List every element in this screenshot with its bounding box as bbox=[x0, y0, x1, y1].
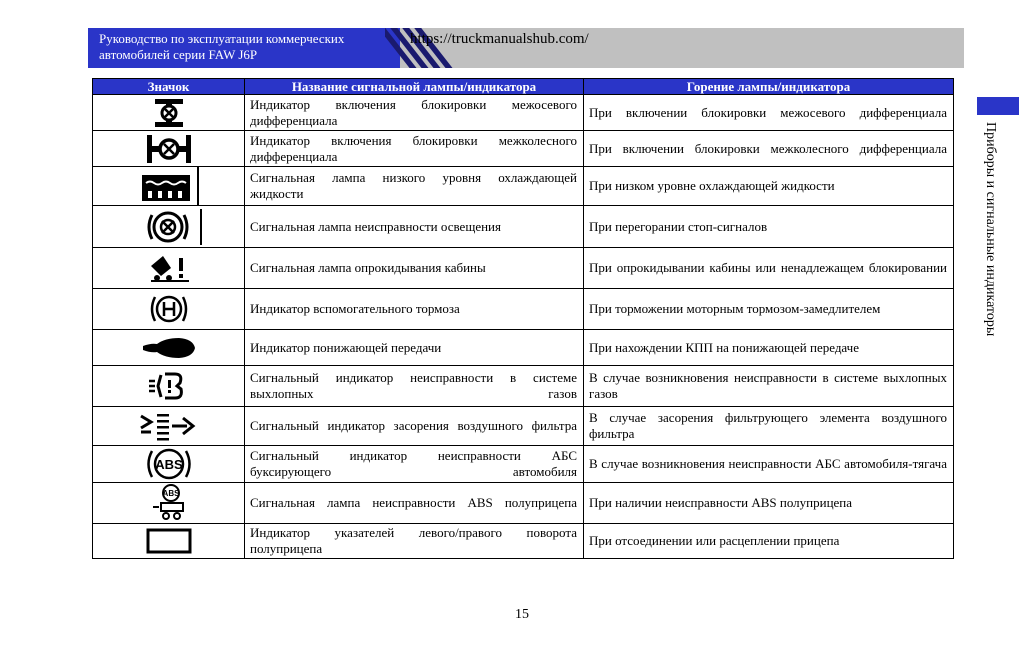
low-gear-icon bbox=[93, 330, 245, 366]
exhaust-fault-icon bbox=[93, 366, 245, 407]
row-name: Индикатор понижающей передачи bbox=[245, 330, 584, 366]
table-header-row bbox=[93, 79, 954, 95]
row-name: Сигнальная лампа опрокидывания кабины bbox=[245, 248, 584, 289]
table-row bbox=[93, 366, 954, 407]
svg-text:ABS: ABS bbox=[154, 457, 183, 472]
row-condition: При включении блокировки межосевого дифференциала bbox=[584, 95, 954, 131]
table-row bbox=[93, 131, 954, 167]
row-condition: При опрокидывании кабины или ненадлежащем блокировании bbox=[584, 248, 954, 289]
row-condition: При наличии неисправности ABS полуприцепа bbox=[584, 483, 954, 524]
header-url[interactable]: https://truckmanualshub.com/ bbox=[410, 31, 589, 47]
row-name: Сигнальная лампа неисправности освещения bbox=[245, 206, 584, 248]
table-row bbox=[93, 95, 954, 131]
semitrailer-abs-icon bbox=[93, 483, 245, 524]
table-row bbox=[93, 206, 954, 248]
table-row bbox=[93, 524, 954, 559]
row-name: Индикатор включения блокировки межколесного дифференциала bbox=[245, 131, 584, 167]
table-row bbox=[93, 330, 954, 366]
low-coolant-icon bbox=[93, 167, 245, 206]
inter-axle-diff-lock-icon bbox=[93, 95, 245, 131]
auxiliary-brake-icon bbox=[93, 289, 245, 330]
lighting-fault-icon bbox=[93, 206, 245, 248]
row-condition: При нахождении КПП на понижающей передаче bbox=[584, 330, 954, 366]
column-header-name: Название сигнальной лампы/индикатора bbox=[245, 79, 584, 95]
table-row bbox=[93, 446, 954, 483]
row-condition: При включении блокировки межколесного дифференциала bbox=[584, 131, 954, 167]
page-number: 15 bbox=[515, 607, 529, 622]
row-name: Сигнальный индикатор засорения воздушного фильтра bbox=[245, 407, 584, 446]
row-condition: В случае засорения фильтрующего элемента воздушного фильтра bbox=[584, 407, 954, 446]
row-condition: При отсоединении или расцеплении прицепа bbox=[584, 524, 954, 559]
tractor-abs-icon bbox=[93, 446, 245, 483]
row-name: Сигнальный индикатор неисправности АБС буксирующего автомобиля bbox=[245, 446, 584, 483]
air-filter-clog-icon bbox=[93, 407, 245, 446]
table-row bbox=[93, 248, 954, 289]
table-row bbox=[93, 289, 954, 330]
row-condition: В случае возникновения неисправности в системе выхлопных газов bbox=[584, 366, 954, 407]
row-condition: В случае возникновения неисправности АБС автомобиля-тягача bbox=[584, 446, 954, 483]
indicator-table bbox=[92, 78, 954, 559]
row-condition: При торможении моторным тормозом-замедлителем bbox=[584, 289, 954, 330]
row-name: Индикатор включения блокировки межосевого дифференциала bbox=[245, 95, 584, 131]
row-name: Индикатор указателей левого/правого поворота полуприцепа bbox=[245, 524, 584, 559]
column-header-condition: Горение лампы/индикатора bbox=[584, 79, 954, 95]
table-row bbox=[93, 483, 954, 524]
column-header-icon: Значок bbox=[93, 79, 245, 95]
row-condition: При низком уровне охлаждающей жидкости bbox=[584, 167, 954, 206]
svg-text:ABS: ABS bbox=[162, 489, 179, 498]
cab-tilt-icon bbox=[93, 248, 245, 289]
row-name: Индикатор вспомогательного тормоза bbox=[245, 289, 584, 330]
row-name: Сигнальный индикатор неисправности в системе выхлопных газов bbox=[245, 366, 584, 407]
row-name: Сигнальная лампа низкого уровня охлаждающей жидкости bbox=[245, 167, 584, 206]
row-condition: При перегорании стоп-сигналов bbox=[584, 206, 954, 248]
header-title: Руководство по эксплуатации коммерческих автомобилей серии FAW J6P bbox=[99, 31, 345, 62]
row-name: Сигнальная лампа неисправности ABS полуприцепа bbox=[245, 483, 584, 524]
table-row bbox=[93, 407, 954, 446]
table-row bbox=[93, 167, 954, 206]
side-section-label: Приборы и сигнальные индикаторы bbox=[983, 122, 998, 337]
side-tab-marker bbox=[977, 97, 1019, 115]
trailer-turn-signal-icon bbox=[93, 524, 245, 559]
inter-wheel-diff-lock-icon bbox=[93, 131, 245, 167]
